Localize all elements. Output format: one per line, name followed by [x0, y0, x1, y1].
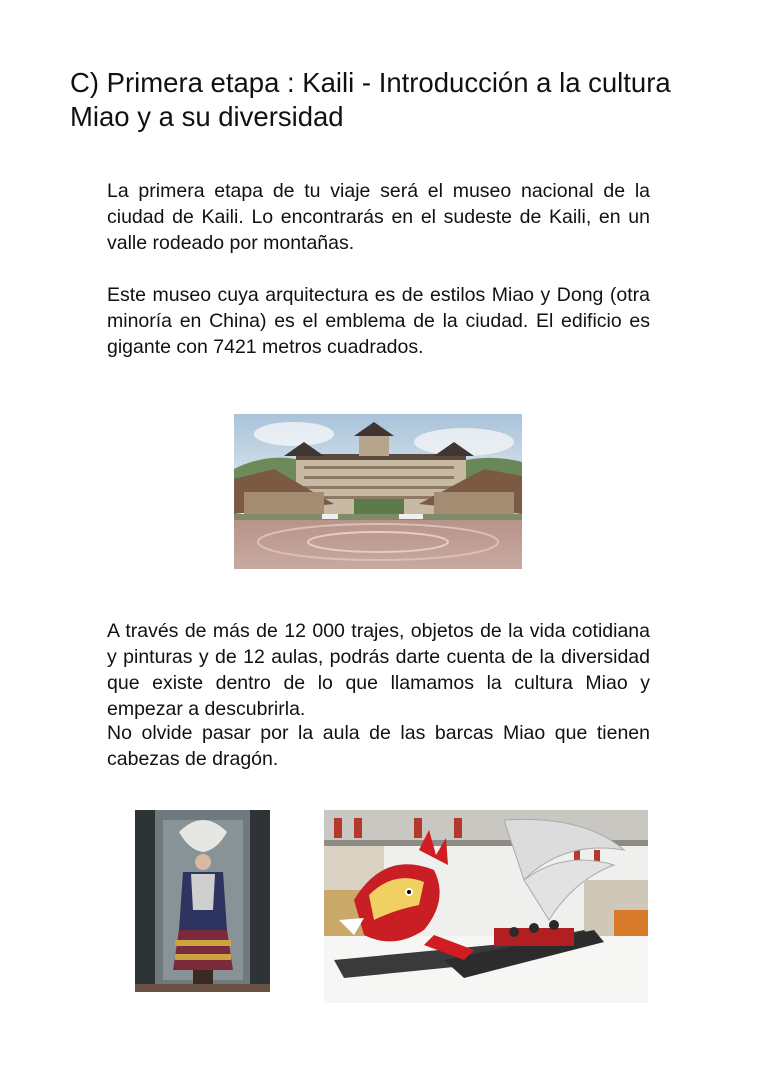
paragraph-museum-collection: A través de más de 12 000 trajes, objetos de la vida cotidiana y pinturas y de 12 aulas, podrás darte cuenta de la diversidad que existe dentro de lo que llamamos la cultura Miao y empezar a descubrirla.: [107, 620, 650, 720]
page-title: C) Primera etapa : Kaili - Introducción a la cultura Miao y a su diversidad: [70, 67, 671, 132]
paragraph-museum-location: La primera etapa de tu viaje será el museo nacional de la ciudad de Kaili. Lo encontrarás en el sudeste de Kaili, en un valle rodeado por montañas.: [107, 180, 650, 254]
paragraph-dragon-boats: No olvide pasar por la aula de las barcas Miao que tienen cabezas de dragón.: [107, 722, 650, 770]
paragraph-museum-architecture: Este museo cuya arquitectura es de estilos Miao y Dong (otra minoría en China) es el emblema de la ciudad. El edificio es gigante con 7421 metros cuadrados.: [107, 284, 650, 358]
miao-costume-photo: [135, 810, 270, 992]
dragon-boat-hall-photo: [324, 810, 648, 1003]
museum-building-photo: [234, 414, 522, 569]
